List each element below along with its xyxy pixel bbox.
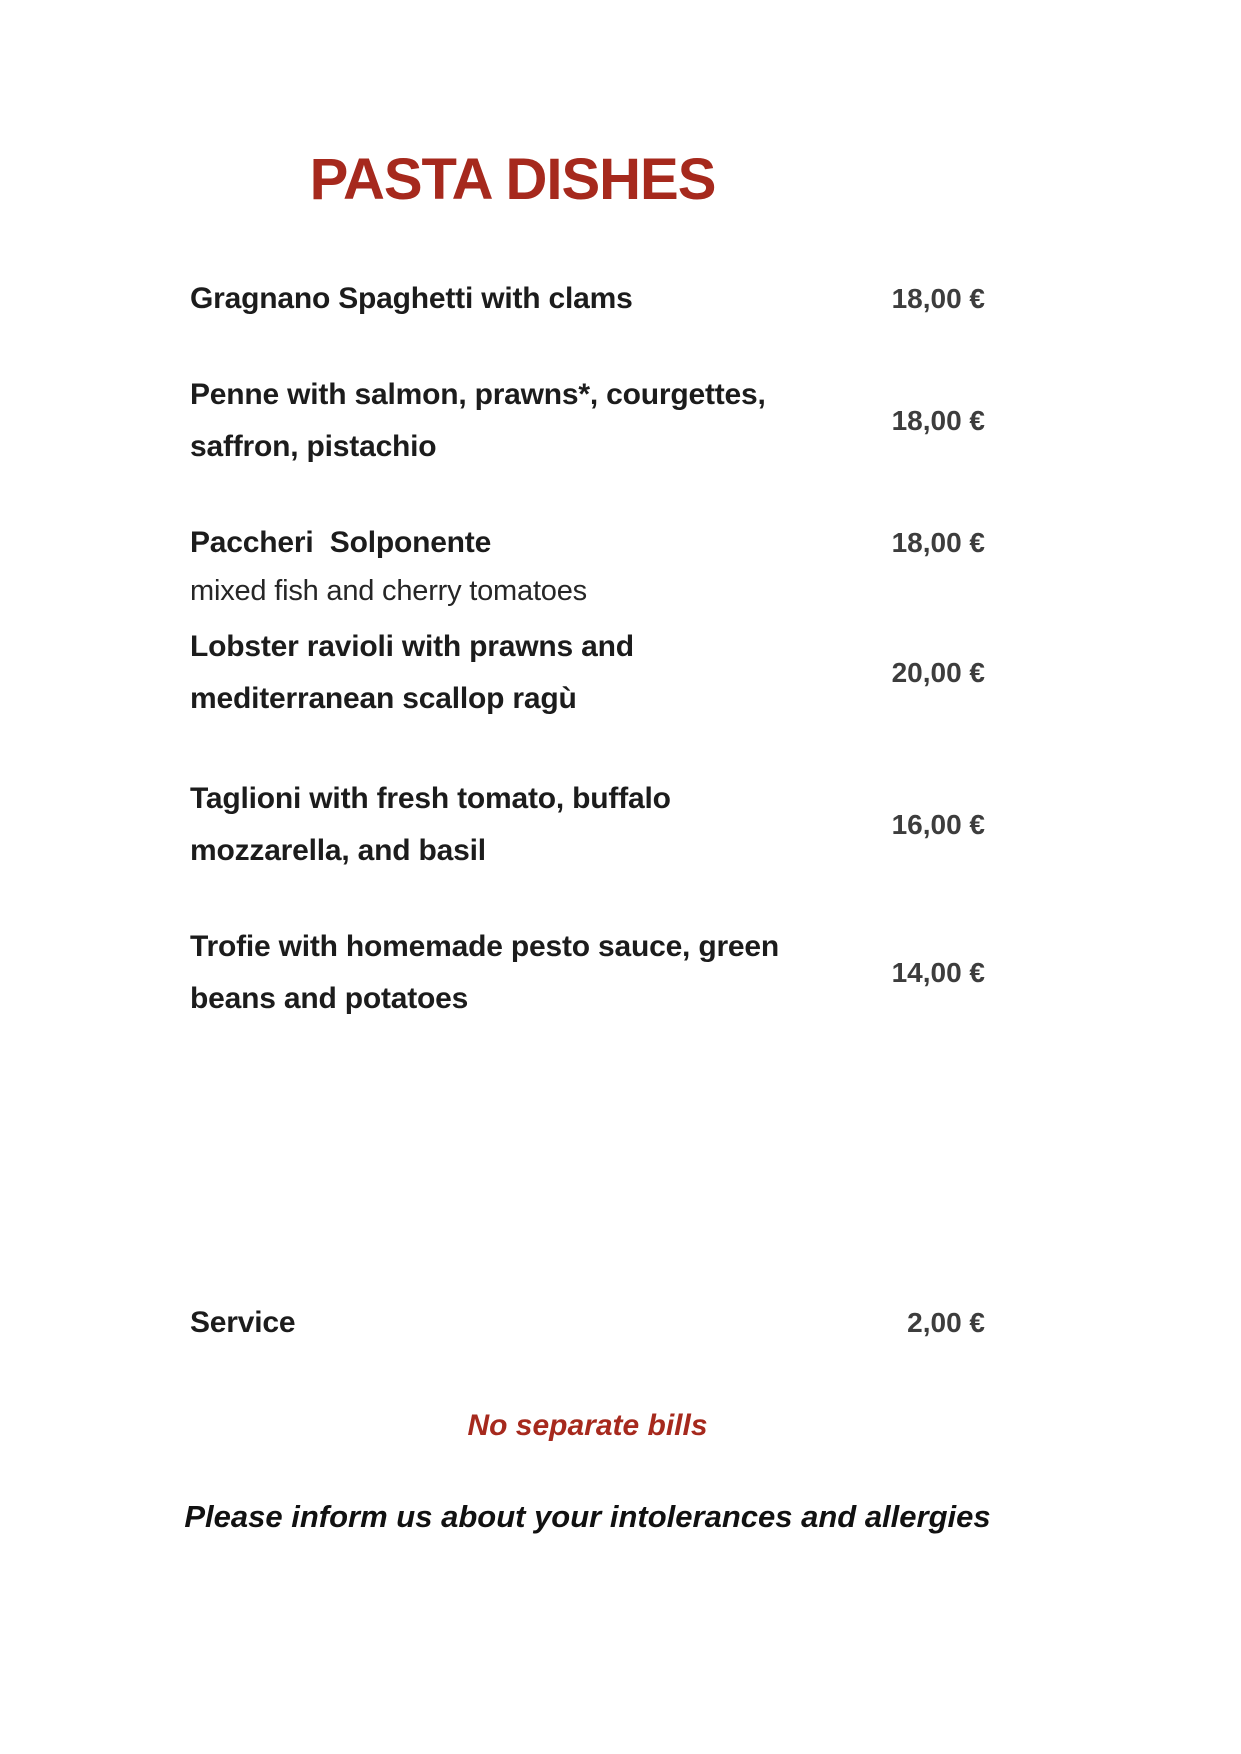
menu-item-name: Taglioni with fresh tomato, buffalo mozzarella, and basil (190, 782, 679, 867)
allergy-notice (184, 1499, 991, 1535)
menu-item-price: 16,00 € (891, 809, 985, 840)
menu-item-name-block (190, 621, 810, 725)
menu-item-name: Trofie with homemade pesto sauce, green beans and potatoes (190, 930, 788, 1015)
menu-item-name-block (190, 273, 633, 325)
menu-item-price: 18,00 € (891, 405, 985, 436)
menu-item-name: Lobster ravioli with prawns and mediterranean scallop ragù (190, 630, 643, 715)
menu-item-name-block (190, 369, 810, 473)
menu-item-row (190, 773, 985, 877)
menu-items (190, 273, 985, 1349)
menu-item-name: Gragnano Spaghetti with clams (190, 282, 633, 315)
menu-item-price: 20,00 € (891, 657, 985, 688)
page-title: PASTA DISHES (309, 147, 716, 212)
menu-item-description: mixed fish and cherry tomatoes (190, 575, 587, 607)
menu-item-name-block (190, 1297, 295, 1349)
menu-item-price: 14,00 € (891, 957, 985, 988)
menu-item-row (190, 273, 985, 325)
menu-item-name-block (190, 517, 587, 613)
menu-item-name: Service (190, 1306, 296, 1339)
menu-item-name-block (190, 773, 810, 877)
allergy-notice-text: Please inform us about your intolerances and allergies (184, 1499, 991, 1534)
menu-item-row (190, 369, 985, 473)
menu-item-name: Penne with salmon, prawns*, courgettes, saffron, pistachio (190, 378, 774, 463)
menu-item-name-block (190, 921, 810, 1025)
menu-item-row (190, 1297, 985, 1349)
menu-item-row (190, 621, 985, 725)
menu-item-name: Paccheri Solponente (190, 526, 492, 559)
menu-item-price: 2,00 € (907, 1307, 985, 1338)
menu-item-row (190, 921, 985, 1025)
no-separate-bills-note: No separate bills (467, 1409, 708, 1442)
menu-item-price: 18,00 € (891, 283, 985, 314)
menu-item-row (190, 517, 985, 613)
menu-item-price: 18,00 € (891, 527, 985, 558)
